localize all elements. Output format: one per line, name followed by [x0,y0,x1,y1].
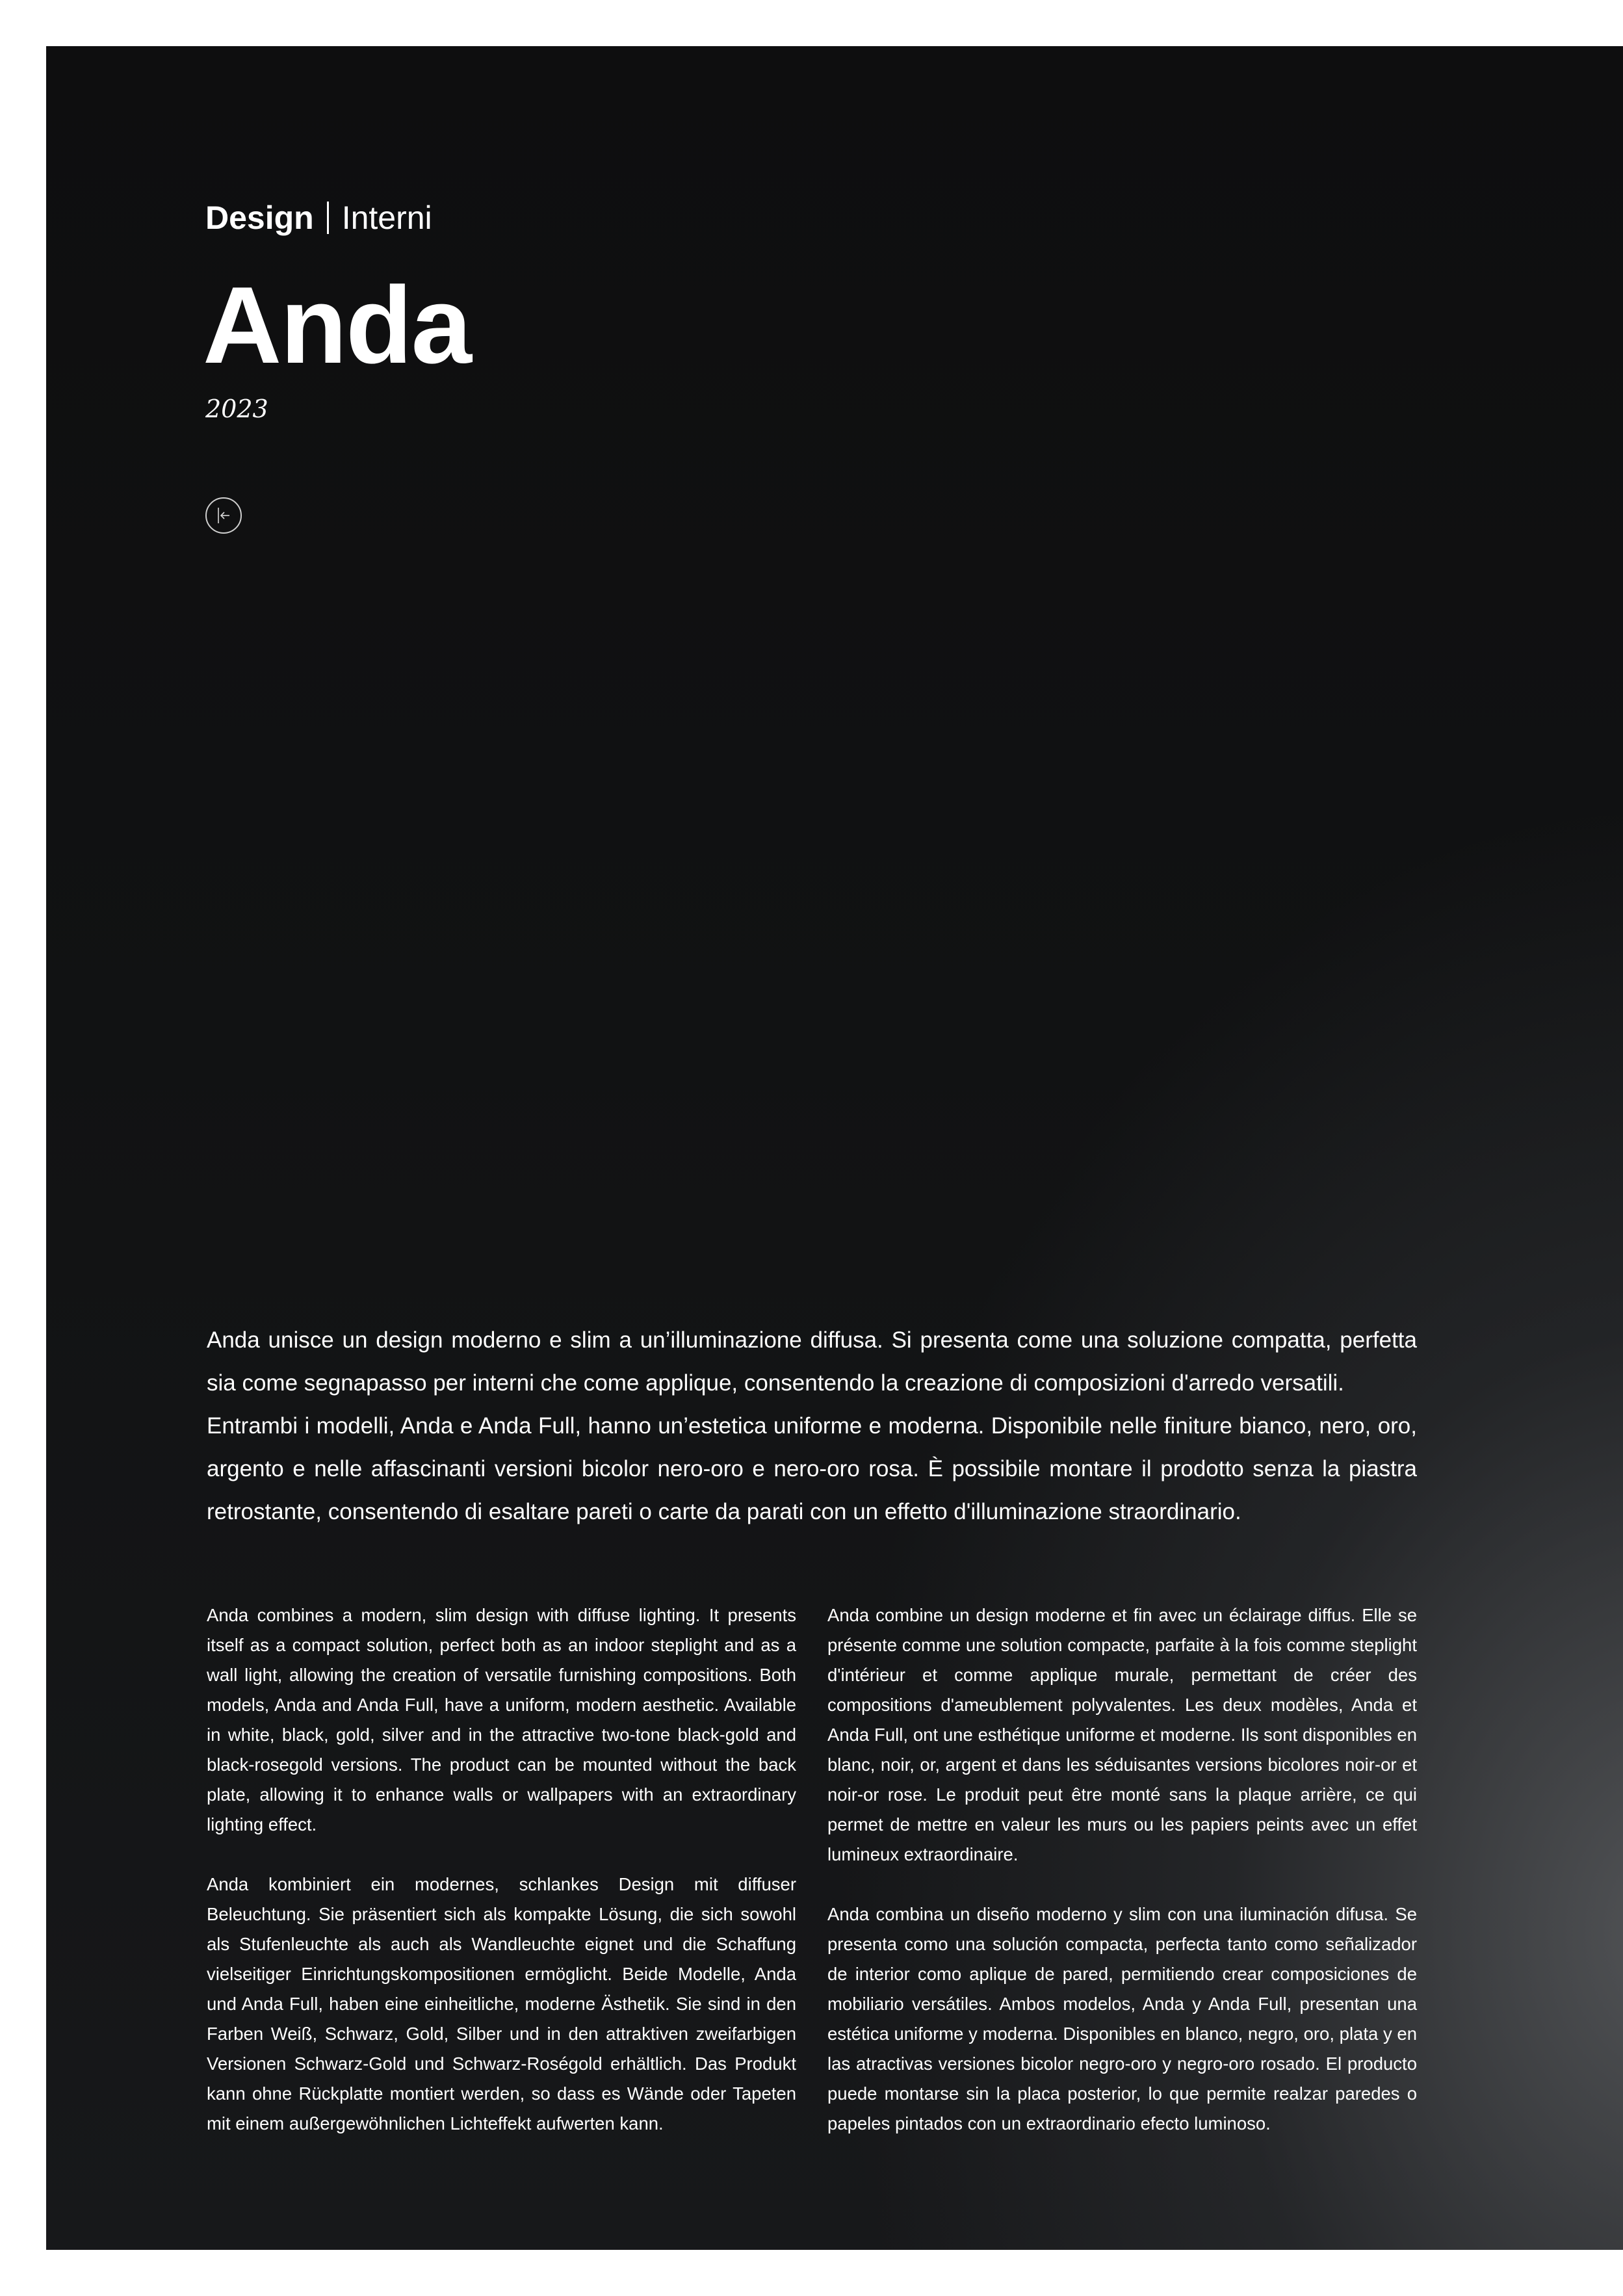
back-button[interactable] [205,497,242,534]
intro-italian [207,1319,1417,1533]
product-title: Anda [203,264,471,386]
subcategory-label: Interni [341,200,432,236]
intro-paragraph: Anda unisce un design moderno e slim a un’illuminazione diffusa. Si presenta come una soluzione compatta, perfetta sia come segnapasso per interni che come applique, consentendo la creazione di composizioni d'arredo versatili. [207,1327,1417,1396]
arrow-left-circle-icon [207,499,240,532]
translations-column-right [827,1600,1417,2169]
french-description: Anda combine un design moderne et fin avec un éclairage diffus. Elle se présente comme une solution compacte, parfaite à la fois comme steplight d'intérieur et comme applique murale, permettant de créer des compositions d'ameublement polyvalentes. Les deux modèles, Anda et Anda Full, ont une esthétique uniforme et moderne. Ils sont disponibles en blanc, noir, or, argent et dans les séduisantes versions bicolores noir-or et noir-or rose. Le produit peut être monté sans la plaque arrière, ce qui permet de mettre en valeur les murs ou les papiers peints avec un effet lumineux extraordinaire. [827,1605,1417,1864]
intro-paragraph: Entrambi i modelli, Anda e Anda Full, hanno un’estetica uniforme e moderna. Disponibile nelle finiture bianco, nero, oro, argento e nelle affascinanti versioni bicolor nero-oro e nero-oro rosa. È possibile montare il prodotto senza la piastra retrostante, consentendo di esaltare pareti o carte da parati con un effetto d'illuminazione straordinario. [207,1413,1417,1524]
dark-page-panel [46,46,1623,2250]
breadcrumb-divider [327,202,329,234]
spanish-description: Anda combina un diseño moderno y slim con una iluminación difusa. Se presenta como una solución compacta, perfecta tanto como señalizador de interior como aplique de pared, permitiendo crear composiciones de mobiliario versátiles. Ambos modelos, Anda y Anda Full, presentan una estética uniforme y moderna. Disponibles en blanco, negro, oro, plata y en las atractivas versiones bicolor negro-oro y negro-oro rosado. El producto puede montarse sin la placa posterior, lo que permite realzar paredes o papeles pintados con un extraordinario efecto luminoso. [827,1904,1417,2133]
english-description: Anda combines a modern, slim design with diffuse lighting. It presents itself as a compact solution, perfect both as an indoor steplight and as a wall light, allowing the creation of versatile furnishing compositions. Both models, Anda and Anda Full, have a uniform, modern aesthetic. Available in white, black, gold, silver and in the attractive two-tone black-gold and black-rosegold versions. The product can be mounted without the back plate, allowing it to enhance walls or wallpapers with an extraordinary lighting effect. [207,1605,796,1834]
category-label: Design [205,200,314,236]
category-breadcrumb [205,199,432,237]
german-description: Anda kombiniert ein modernes, schlankes Design mit diffuser Beleuchtung. Sie präsentiert sich als kompakte Lösung, die sich sowohl als Stufenleuchte als auch als Wandleuchte eignet und die Schaffung vielseitiger Einrichtungskompositionen ermöglicht. Beide Modelle, Anda und Anda Full, haben eine einheitliche, moderne Ästhetik. Sie sind in den Farben Weiß, Schwarz, Gold, Silber und in den attraktiven zweifarbigen Versionen Schwarz-Gold und Schwarz-Roségold erhältlich. Das Produkt kann ohne Rückplatte montiert werden, so dass es Wände oder Tapeten mit einem außergewöhnlichen Lichteffekt aufwerten kann. [207,1874,796,2133]
product-year: 2023 [205,395,268,423]
translations-column-left [207,1600,796,2169]
